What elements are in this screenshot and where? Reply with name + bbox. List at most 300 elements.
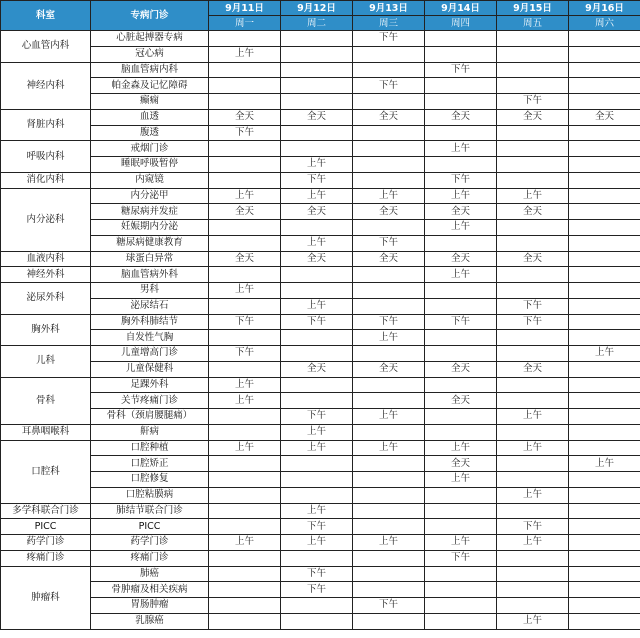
date-header: 9月13日 [353,1,425,16]
clinic-cell: 帕金森及记忆障碍 [91,78,209,94]
session-cell [425,377,497,393]
session-cell [353,46,425,62]
session-cell [569,78,640,94]
schedule-row [1,330,640,346]
department-cell: 儿科 [1,346,91,378]
session-cell: 下午 [497,298,569,314]
session-cell: 全天 [281,361,353,377]
session-cell [425,157,497,173]
department-cell: 呼吸内科 [1,141,91,173]
session-cell: 全天 [569,109,640,125]
session-cell [209,330,281,346]
session-cell: 上午 [281,235,353,251]
clinic-cell: 儿童增高门诊 [91,346,209,362]
schedule-body [1,1,640,630]
clinic-cell: 自发性气胸 [91,330,209,346]
date-header: 9月14日 [425,1,497,16]
session-cell [353,267,425,283]
date-header: 9月11日 [209,1,281,16]
schedule-row [1,472,640,488]
session-cell [281,31,353,47]
session-cell [497,393,569,409]
weekday-header: 周四 [425,16,497,31]
session-cell [209,361,281,377]
session-cell [569,409,640,425]
schedule-row [1,267,640,283]
session-cell: 上午 [209,377,281,393]
clinic-cell: 妊娠期内分泌 [91,220,209,236]
session-cell [425,298,497,314]
session-cell [569,487,640,503]
session-cell [209,424,281,440]
session-cell [497,346,569,362]
session-cell [497,377,569,393]
session-cell: 上午 [353,535,425,551]
session-cell: 上午 [353,440,425,456]
session-cell [209,519,281,535]
clinic-cell: 内分泌甲 [91,188,209,204]
session-cell: 上午 [569,346,640,362]
department-header: 科室 [1,1,91,31]
session-cell [209,598,281,614]
session-cell [281,78,353,94]
schedule-row [1,409,640,425]
session-cell [281,377,353,393]
session-cell [353,503,425,519]
session-cell [569,62,640,78]
weekday-header: 周一 [209,16,281,31]
session-cell [353,298,425,314]
clinic-header: 专病门诊 [91,1,209,31]
schedule-row [1,46,640,62]
session-cell [353,220,425,236]
session-cell [569,598,640,614]
session-cell [497,172,569,188]
session-cell: 全天 [353,204,425,220]
session-cell [569,46,640,62]
session-cell [425,235,497,251]
date-header: 9月15日 [497,1,569,16]
session-cell [209,503,281,519]
session-cell [353,613,425,629]
session-cell [425,582,497,598]
schedule-row [1,31,640,47]
schedule-row [1,519,640,535]
clinic-cell: 口腔种植 [91,440,209,456]
session-cell [281,94,353,110]
session-cell [281,141,353,157]
schedule-row [1,613,640,629]
session-cell [425,46,497,62]
session-cell [281,125,353,141]
session-cell [209,94,281,110]
department-cell: 泌尿外科 [1,283,91,315]
schedule-row [1,141,640,157]
session-cell: 全天 [281,251,353,267]
clinic-cell: 骨肿瘤及相关疾病 [91,582,209,598]
session-cell [353,424,425,440]
department-cell: 消化内科 [1,172,91,188]
session-cell [497,456,569,472]
clinic-cell: 癫痫 [91,94,209,110]
department-cell: PICC [1,519,91,535]
session-cell: 上午 [209,188,281,204]
session-cell: 全天 [353,109,425,125]
session-cell [353,566,425,582]
session-cell [281,550,353,566]
clinic-cell: 口腔粘膜病 [91,487,209,503]
session-cell: 下午 [425,62,497,78]
session-cell [497,582,569,598]
session-cell [569,393,640,409]
clinic-cell: 口腔修复 [91,472,209,488]
session-cell [497,157,569,173]
session-cell [497,141,569,157]
clinic-cell: 腹透 [91,125,209,141]
session-cell: 全天 [209,204,281,220]
session-cell: 上午 [209,535,281,551]
department-cell: 心血管内科 [1,31,91,63]
session-cell: 上午 [425,141,497,157]
session-cell [281,472,353,488]
session-cell: 上午 [425,535,497,551]
department-cell: 疼痛门诊 [1,550,91,566]
clinic-cell: 戒烟门诊 [91,141,209,157]
session-cell: 上午 [281,157,353,173]
schedule-row [1,188,640,204]
clinic-cell: 冠心病 [91,46,209,62]
weekday-header: 周五 [497,16,569,31]
session-cell [569,220,640,236]
session-cell [497,235,569,251]
clinic-cell: 糖尿病健康教育 [91,235,209,251]
session-cell: 下午 [209,314,281,330]
session-cell: 全天 [425,204,497,220]
session-cell [569,251,640,267]
session-cell [425,503,497,519]
session-cell [281,393,353,409]
session-cell: 全天 [209,109,281,125]
session-cell [209,550,281,566]
schedule-row [1,535,640,551]
schedule-row [1,393,640,409]
session-cell: 下午 [425,172,497,188]
session-cell: 上午 [353,188,425,204]
session-cell [569,314,640,330]
session-cell: 上午 [281,298,353,314]
session-cell: 下午 [497,314,569,330]
session-cell [281,267,353,283]
session-cell [209,172,281,188]
session-cell [425,346,497,362]
schedule-row [1,424,640,440]
department-cell: 多学科联合门诊 [1,503,91,519]
schedule-row [1,346,640,362]
session-cell: 下午 [281,519,353,535]
session-cell [209,267,281,283]
session-cell: 全天 [425,361,497,377]
session-cell: 全天 [353,251,425,267]
session-cell [497,330,569,346]
session-cell [281,220,353,236]
session-cell: 全天 [353,361,425,377]
session-cell [209,298,281,314]
session-cell [425,409,497,425]
clinic-cell: 泌尿结石 [91,298,209,314]
session-cell [569,31,640,47]
department-cell: 药学门诊 [1,535,91,551]
schedule-row [1,377,640,393]
session-cell: 下午 [425,550,497,566]
session-cell: 全天 [497,251,569,267]
header-row-dates [1,1,640,16]
weekday-header: 周三 [353,16,425,31]
department-cell: 骨科 [1,377,91,424]
session-cell [209,472,281,488]
session-cell [497,46,569,62]
schedule-row [1,78,640,94]
session-cell [569,535,640,551]
schedule-row [1,94,640,110]
schedule-row [1,235,640,251]
session-cell: 上午 [497,409,569,425]
schedule-row [1,283,640,299]
session-cell: 上午 [497,188,569,204]
session-cell: 上午 [425,267,497,283]
department-cell: 胸外科 [1,314,91,346]
schedule-row [1,314,640,330]
session-cell [281,456,353,472]
session-cell [209,78,281,94]
session-cell: 上午 [425,220,497,236]
schedule-row [1,125,640,141]
session-cell [425,125,497,141]
session-cell: 上午 [497,613,569,629]
schedule-row [1,298,640,314]
session-cell: 下午 [209,346,281,362]
session-cell [425,283,497,299]
session-cell [569,377,640,393]
session-cell [353,393,425,409]
session-cell [353,157,425,173]
session-cell [353,377,425,393]
session-cell [209,31,281,47]
session-cell [569,503,640,519]
session-cell: 下午 [353,598,425,614]
session-cell [425,78,497,94]
session-cell: 全天 [425,393,497,409]
schedule-row [1,582,640,598]
session-cell [497,283,569,299]
session-cell: 上午 [209,440,281,456]
schedule-row [1,157,640,173]
session-cell: 上午 [425,440,497,456]
session-cell [569,424,640,440]
session-cell [281,487,353,503]
session-cell [425,566,497,582]
schedule-row [1,566,640,582]
session-cell: 全天 [497,204,569,220]
session-cell: 上午 [209,46,281,62]
session-cell: 全天 [281,109,353,125]
clinic-cell: 肺癌 [91,566,209,582]
session-cell: 下午 [425,314,497,330]
session-cell [281,346,353,362]
clinic-cell: 药学门诊 [91,535,209,551]
clinic-cell: 心脏起搏器专病 [91,31,209,47]
session-cell [209,487,281,503]
session-cell: 全天 [497,109,569,125]
session-cell [209,62,281,78]
weekday-header: 周六 [569,16,640,31]
session-cell [209,613,281,629]
session-cell [353,141,425,157]
session-cell [497,550,569,566]
session-cell: 全天 [281,204,353,220]
session-cell: 下午 [281,566,353,582]
session-cell [569,361,640,377]
schedule-row [1,172,640,188]
session-cell [353,283,425,299]
session-cell: 上午 [281,440,353,456]
session-cell [209,582,281,598]
clinic-cell: 关节疼痛门诊 [91,393,209,409]
session-cell [209,220,281,236]
session-cell [281,46,353,62]
schedule-row [1,204,640,220]
schedule-row [1,598,640,614]
session-cell [353,550,425,566]
department-cell: 口腔科 [1,440,91,503]
schedule-row [1,251,640,267]
session-cell [569,582,640,598]
session-cell: 下午 [209,125,281,141]
department-cell: 神经外科 [1,267,91,283]
clinic-cell: 睡眠呼吸暂停 [91,157,209,173]
weekday-header: 周二 [281,16,353,31]
session-cell [425,31,497,47]
session-cell [353,125,425,141]
session-cell [353,582,425,598]
session-cell [353,519,425,535]
session-cell [569,172,640,188]
session-cell [497,31,569,47]
session-cell: 下午 [281,314,353,330]
session-cell: 下午 [353,78,425,94]
session-cell [425,487,497,503]
clinic-cell: 鼾病 [91,424,209,440]
session-cell [569,157,640,173]
session-cell: 全天 [425,456,497,472]
session-cell: 上午 [353,330,425,346]
session-cell: 上午 [425,188,497,204]
clinic-cell: 胃肠肿瘤 [91,598,209,614]
session-cell [425,424,497,440]
session-cell [569,566,640,582]
schedule-row [1,440,640,456]
session-cell: 上午 [497,535,569,551]
schedule-row [1,361,640,377]
schedule-row [1,487,640,503]
session-cell [209,157,281,173]
clinic-cell: 骨科（颈肩腰腿痛） [91,409,209,425]
session-cell [353,346,425,362]
session-cell [569,141,640,157]
session-cell: 上午 [425,472,497,488]
session-cell: 上午 [281,188,353,204]
date-header: 9月12日 [281,1,353,16]
clinic-cell: 脑血管病外科 [91,267,209,283]
session-cell [209,409,281,425]
session-cell [425,613,497,629]
schedule-row [1,456,640,472]
session-cell [209,566,281,582]
session-cell [353,487,425,503]
clinic-cell: 肺结节联合门诊 [91,503,209,519]
schedule-row [1,550,640,566]
session-cell: 下午 [353,314,425,330]
clinic-cell: 儿童保健科 [91,361,209,377]
session-cell [569,94,640,110]
clinic-cell: 内窥镜 [91,172,209,188]
session-cell [569,283,640,299]
session-cell: 下午 [353,31,425,47]
clinic-cell: 脑血管病内科 [91,62,209,78]
session-cell [209,141,281,157]
session-cell [569,188,640,204]
session-cell [425,94,497,110]
session-cell: 上午 [497,440,569,456]
session-cell [425,519,497,535]
session-cell [569,298,640,314]
session-cell [353,472,425,488]
session-cell [497,78,569,94]
department-cell: 血液内科 [1,251,91,267]
session-cell [281,598,353,614]
session-cell [569,519,640,535]
session-cell [425,598,497,614]
session-cell [209,235,281,251]
session-cell [497,62,569,78]
session-cell: 下午 [281,172,353,188]
session-cell: 全天 [425,251,497,267]
clinic-cell: PICC [91,519,209,535]
session-cell: 下午 [281,409,353,425]
department-cell: 肾脏内科 [1,109,91,141]
session-cell [281,330,353,346]
session-cell [497,220,569,236]
session-cell [569,550,640,566]
schedule-row [1,220,640,236]
session-cell [569,125,640,141]
session-cell: 下午 [353,235,425,251]
clinic-cell: 足踝外科 [91,377,209,393]
clinic-cell: 血透 [91,109,209,125]
session-cell [497,598,569,614]
department-cell: 内分泌科 [1,188,91,251]
session-cell [497,566,569,582]
department-cell: 肿瘤科 [1,566,91,629]
clinic-cell: 胸外科肺结节 [91,314,209,330]
session-cell [569,472,640,488]
session-cell: 上午 [281,424,353,440]
session-cell [281,613,353,629]
session-cell [569,267,640,283]
session-cell [569,235,640,251]
session-cell: 下午 [281,582,353,598]
session-cell [497,424,569,440]
schedule-row [1,62,640,78]
